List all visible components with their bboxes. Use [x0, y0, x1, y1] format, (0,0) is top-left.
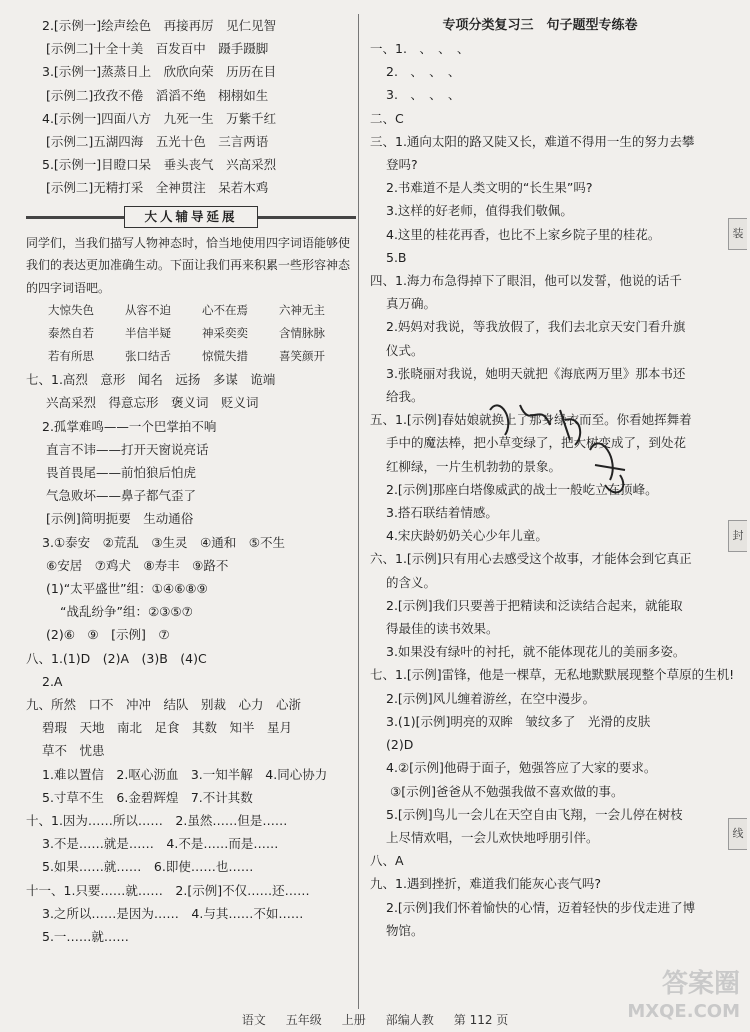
answer-line: 上尽情欢唱，一会儿欢快地呼朋引伴。 — [386, 829, 599, 845]
answer-line: 兴高采烈 得意忘形 褒义词 贬义词 — [46, 395, 259, 411]
answer-line: 十一、1.只要……就…… 2.[示例]不仅……还…… — [26, 882, 310, 898]
answer-line: 2.[示例]我们只要善于把精读和泛读结合起来，就能取 — [386, 597, 683, 613]
answer-line: 2.[示例一]绘声绘色 再接再厉 见仁见智 — [42, 18, 277, 33]
answer-line: “战乱纷争”组：②③⑤⑦ — [60, 604, 193, 620]
answer-line: 3.如果没有绿叶的衬托，就不能体现花儿的美丽多姿。 — [386, 644, 686, 660]
answer-line: 七、1.高烈 意形 闻名 远扬 多谋 诡端 — [26, 372, 276, 388]
answer-line: 2.孤掌难鸣——一个巴掌拍不响 — [42, 418, 217, 434]
answer-line: 2.书难道不是人类文明的“长生果”吗? — [386, 180, 593, 196]
answer-line: 2.[示例]风儿缠着游丝，在空中漫步。 — [386, 690, 596, 706]
watermark-line2: MXQE.COM — [627, 1001, 740, 1022]
answer-line: 1.难以置信 2.呕心沥血 3.一知半解 4.同心协力 — [42, 766, 328, 782]
answer-line: 3.这样的好老师，值得我们敬佩。 — [386, 203, 573, 219]
answer-line: 3. 、 、 、 — [386, 87, 461, 103]
idiom-item: 心不在焉 — [202, 303, 248, 318]
idiom-item: 神采奕奕 — [202, 326, 248, 341]
answer-line: 得最佳的读书效果。 — [386, 621, 499, 637]
idiom-item: 含情脉脉 — [279, 326, 325, 341]
answer-line: 四、1.海力布急得掉下了眼泪，他可以发誓，他说的话千 — [370, 273, 682, 289]
footer-item: 五年级 — [285, 1013, 322, 1027]
answer-line: 气急败坏——鼻子都气歪了 — [46, 488, 197, 504]
idiom-item: 六神无主 — [279, 303, 325, 318]
answer-line: 3.不是……就是…… 4.不是……而是…… — [42, 836, 279, 852]
handwriting-scribble — [470, 390, 640, 510]
idiom-item: 半信半疑 — [125, 326, 171, 341]
tip-paragraph: 同学们，当我们描写人物神态时，恰当地使用四字词语能够使我们的表达更加准确生动。下面让我们再来积累一些形容神态的四字词语吧。 — [26, 235, 351, 295]
site-watermark — [627, 970, 740, 1026]
answer-line: 八、A — [370, 853, 404, 869]
answer-line: (1)“太平盛世”组：①④⑥⑧⑨ — [46, 580, 208, 596]
answer-line: 直言不讳——打开天窗说亮话 — [46, 441, 209, 457]
answer-line: 物馆。 — [386, 922, 424, 938]
idiom-item: 惊慌失措 — [202, 349, 248, 364]
binding-tab: 封 — [728, 520, 747, 552]
answer-line: ⑥安居 ⑦鸡犬 ⑧寿丰 ⑨路不 — [46, 557, 229, 573]
answer-line: 一、1. 、 、 、 — [370, 41, 470, 56]
footer-item: 语文 — [241, 1013, 266, 1027]
left-column — [26, 14, 356, 948]
answer-line: 2.[示例]那座白塔像威武的战士一般屹立在顶峰。 — [386, 481, 658, 497]
answer-line: [示例二]无精打采 全神贯注 呆若木鸡 — [46, 180, 269, 196]
section-banner — [26, 206, 356, 228]
answer-line: 4.[示例一]四面八方 九死一生 万紫千红 — [42, 110, 277, 126]
answer-line: 4.这里的桂花再香，也比不上家乡院子里的桂花。 — [386, 226, 661, 242]
answer-line: 七、1.[示例]雷锋，他是一棵草，无私地默默展现整个草原的生机! — [370, 667, 735, 683]
banner-title: 大人辅导延展 — [124, 206, 258, 228]
answer-line: 2. 、 、 、 — [386, 64, 461, 80]
answer-line: 八、1.(1)D (2)A (3)B (4)C — [26, 650, 207, 666]
answer-line: 三、1.通向太阳的路又陡又长，难道不得用一生的努力去攀 — [370, 133, 695, 149]
idiom-item: 泰然自若 — [48, 326, 94, 341]
idiom-item: 从容不迫 — [125, 303, 171, 318]
answer-line: [示例二]孜孜不倦 滔滔不绝 栩栩如生 — [46, 87, 269, 103]
answer-block-top — [26, 14, 356, 200]
answer-line: 六、1.[示例]只有用心去感受这个故事，才能体会到它真正 — [370, 551, 692, 567]
answer-line: 3.搭石联结着情感。 — [386, 505, 498, 521]
answer-line: 3.[示例一]蒸蒸日上 欣欣向荣 历历在目 — [42, 64, 277, 80]
binding-tab: 线 — [728, 818, 747, 850]
answer-line: 3.之所以……是因为…… 4.与其……不如…… — [42, 905, 304, 921]
answer-line: 手中的魔法棒，把小草变绿了，把大树变成了，到处花 — [386, 435, 687, 451]
answer-line: 2.[示例]我们怀着愉快的心情，迈着轻快的步伐走进了博 — [386, 899, 696, 915]
answer-line: 红柳绿，一片生机勃勃的景象。 — [386, 458, 562, 474]
answer-line: 九、1.遇到挫折，难道我们能灰心丧气吗? — [370, 876, 602, 892]
answer-line: 二、C — [370, 110, 404, 126]
answer-line: 仪式。 — [386, 342, 424, 358]
answer-line: 九、所然 口不 冲冲 结队 别裁 心力 心浙 — [26, 696, 302, 712]
footer-item: 部编人教 — [385, 1013, 434, 1027]
answer-line: ③[示例]爸爸从不勉强我做不喜欢做的事。 — [390, 783, 624, 799]
answer-line: 给我。 — [386, 389, 424, 405]
answer-line: 5.寸草不生 6.金碧辉煌 7.不计其数 — [42, 789, 253, 805]
answer-line: 3.张晓丽对我说，她明天就把《海底两万里》那本书还 — [386, 365, 686, 381]
answer-line: (2)⑥ ⑨ [示例] ⑦ — [46, 627, 170, 643]
idiom-item: 喜笑颜开 — [279, 349, 325, 364]
answer-line: 3.(1)[示例]明亮的双眸 皱纹多了 光滑的皮肤 — [386, 713, 651, 729]
idiom-grid — [26, 299, 356, 368]
answer-line: 真万确。 — [386, 296, 437, 312]
answer-line: 5.B — [386, 249, 407, 265]
footer-item: 上册 — [341, 1013, 366, 1027]
section-title: 专项分类复习三 句子题型专练卷 — [442, 18, 638, 33]
answer-line: 五、1.[示例]春姑娘就换上了那身绿衣而至。你看她挥舞着 — [370, 412, 692, 428]
answer-line: 2.A — [42, 673, 63, 689]
watermark-line1: 答案圈 — [661, 969, 740, 999]
answer-line: 登吗? — [386, 157, 418, 173]
answer-line: [示例]简明扼要 生动通俗 — [46, 511, 194, 527]
idiom-item: 若有所思 — [48, 349, 94, 364]
answer-line: 畏首畏尾——前怕狼后怕虎 — [46, 464, 197, 480]
answer-line: [示例二]五湖四海 五光十色 三言两语 — [46, 134, 269, 150]
answer-line: 十、1.因为……所以…… 2.虽然……但是…… — [26, 812, 288, 828]
answer-line: 5.一……就…… — [42, 929, 129, 944]
answer-line: [示例二]十全十美 百发百中 蹑手蹑脚 — [46, 41, 269, 57]
answer-line: 5.如果……就…… 6.即使……也…… — [42, 859, 254, 875]
idiom-item: 大惊失色 — [48, 303, 94, 318]
footer-item: 第 112 页 — [453, 1013, 509, 1027]
answer-line: 5.[示例一]目瞪口呆 垂头丧气 兴高采烈 — [42, 157, 277, 173]
idiom-item: 张口结舌 — [125, 349, 171, 364]
answer-line: 的含义。 — [386, 574, 437, 590]
answer-line: 草不 忧患 — [42, 743, 105, 759]
answer-line: 3.①泰安 ②荒乱 ③生灵 ④通和 ⑤不生 — [42, 534, 285, 550]
answer-line: (2)D — [386, 737, 414, 753]
answer-block-bottom — [26, 368, 356, 948]
answer-line: 5.[示例]鸟儿一会儿在天空自由飞翔，一会儿停在树枝 — [386, 806, 683, 822]
answer-line: 4.宋庆龄奶奶关心少年儿童。 — [386, 528, 548, 544]
binding-tab: 装 — [728, 218, 747, 250]
answer-line: 碧瑕 天地 南北 足食 其数 知半 星月 — [42, 720, 293, 736]
answer-line: 4.②[示例]他碍于面子，勉强答应了大家的要求。 — [386, 760, 657, 776]
column-divider — [358, 14, 359, 1009]
answer-line: 2.妈妈对我说，等我放假了，我们去北京天安门看升旗 — [386, 319, 686, 335]
